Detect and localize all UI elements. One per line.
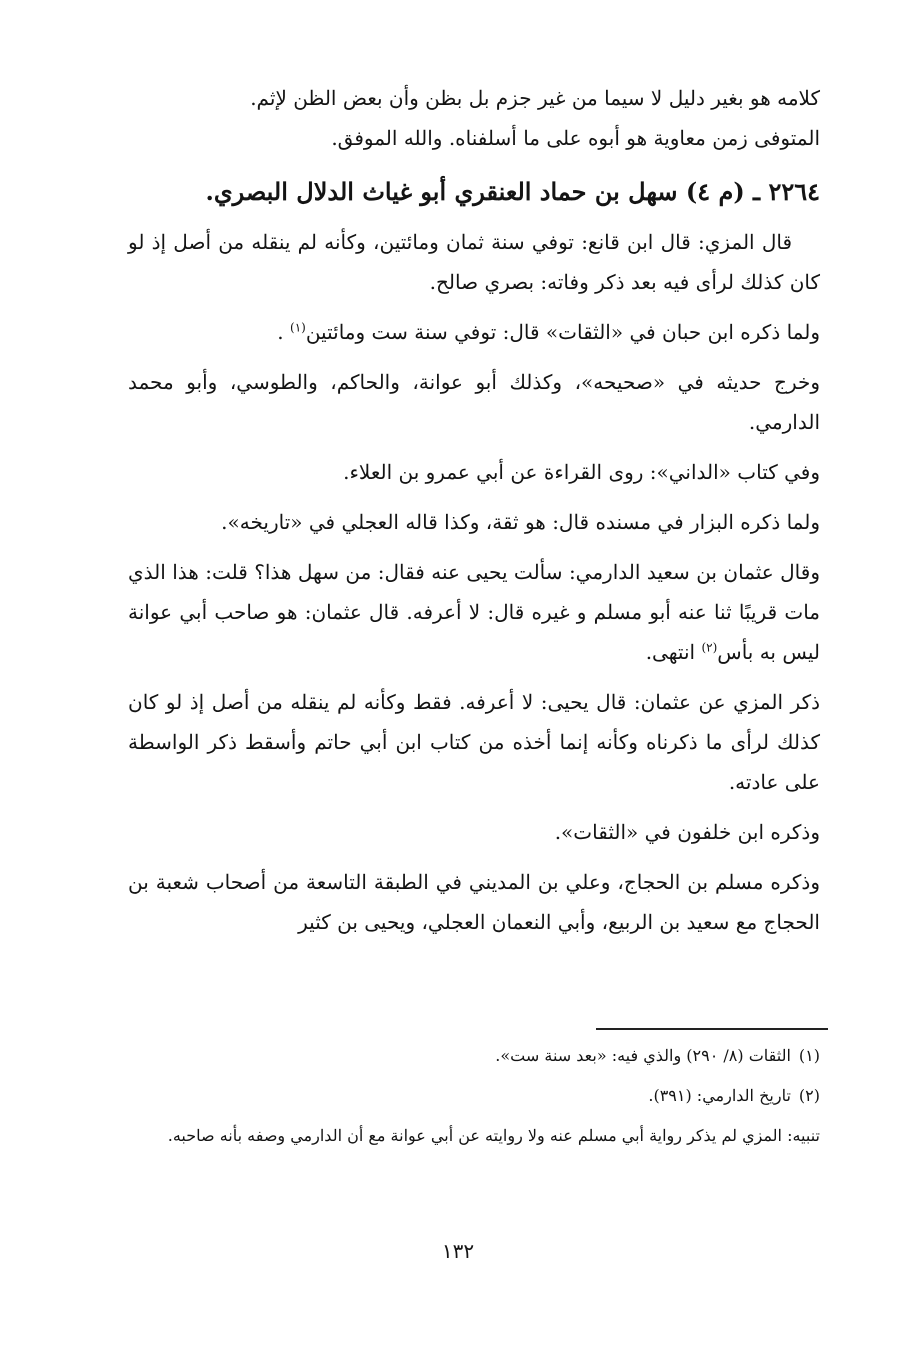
paragraph-8	[128, 552, 820, 672]
footnote-divider	[596, 1028, 828, 1030]
paragraph-4	[128, 312, 820, 352]
footnote-note: تنبيه: المزي لم يذكر رواية أبي مسلم عنه ولا روايته عن أبي عوانة مع أن الدارمي وصفه بأنه صاحبه.	[167, 1126, 820, 1145]
footnote-1-text: الثقات (٨/ ٢٩٠) والذي فيه: «بعد سنة ست».	[495, 1046, 791, 1065]
paragraph-1: كلامه هو بغير دليل لا سيما من غير جزم بل بظن وأن بعض الظن لإثم.	[250, 86, 820, 110]
footnotes	[128, 1040, 820, 1160]
footnote-2-text: تاريخ الدارمي: (٣٩١).	[648, 1086, 791, 1105]
paragraph-4-end: .	[277, 320, 290, 344]
paragraph-8-text: وقال عثمان بن سعيد الدارمي: سألت يحيى عنه فقال: من سهل هذا؟ قلت: هذا الذي مات قريبًا ثنا عنه أبو مسلم و غيره قال: لا أعرفه. قال عثمان: هو صاحب أبي عوانة ليس به بأس	[128, 560, 820, 664]
footnote-1-number: (١)	[798, 1046, 820, 1065]
paragraph-4-text: ولما ذكره ابن حبان في «الثقات» قال: توفي سنة ست ومائتين	[305, 320, 820, 344]
footnote-2-number: (٢)	[798, 1086, 820, 1105]
paragraph-6: وفي كتاب «الداني»: روى القراءة عن أبي عمرو بن العلاء.	[343, 460, 820, 484]
paragraph-7: ولما ذكره البزار في مسنده قال: هو ثقة، وكذا قاله العجلي في «تاريخه».	[221, 510, 820, 534]
footnote-2	[128, 1080, 820, 1112]
paragraph-8-end: انتهى.	[645, 640, 702, 664]
paragraph-11: وذكره مسلم بن الحجاج، وعلي بن المديني في الطبقة التاسعة من أصحاب شعبة بن الحجاج مع سعيد بن الربيع، وأبي النعمان العجلي، ويحيى بن كثير	[128, 870, 820, 934]
page-number: ١٣٢	[441, 1239, 475, 1263]
entry-heading: ٢٢٦٤ ـ (م ٤) سهل بن حماد العنقري أبو غياث الدلال البصري.	[205, 177, 820, 206]
paragraph-2: المتوفى زمن معاوية هو أبوه على ما أسلفناه. والله الموفق.	[331, 126, 820, 150]
paragraph-3: قال المزي: قال ابن قانع: توفي سنة ثمان ومائتين، وكأنه لم ينقله من أصل إذ لو كان كذلك لرأى فيه بعد ذكر وفاته: بصري صالح.	[128, 230, 820, 294]
footnote-1	[128, 1040, 820, 1072]
footnote-ref-2: (٢)	[701, 640, 718, 655]
main-text	[128, 78, 820, 942]
footnote-ref-1: (١)	[290, 320, 306, 335]
paragraph-10: وذكره ابن خلفون في «الثقات».	[554, 820, 820, 844]
paragraph-5: وخرج حديثه في «صحيحه»، وكذلك أبو عوانة، والحاكم، والطوسي، وأبو محمد الدارمي.	[128, 370, 820, 434]
paragraph-9: ذكر المزي عن عثمان: قال يحيى: لا أعرفه. فقط وكأنه لم ينقله من أصل إذ لو كان كذلك لرأى ما ذكرناه وكأنه إنما أخذه من كتاب ابن أبي حاتم وأسقط ذكر الواسطة على عادته.	[128, 690, 820, 794]
